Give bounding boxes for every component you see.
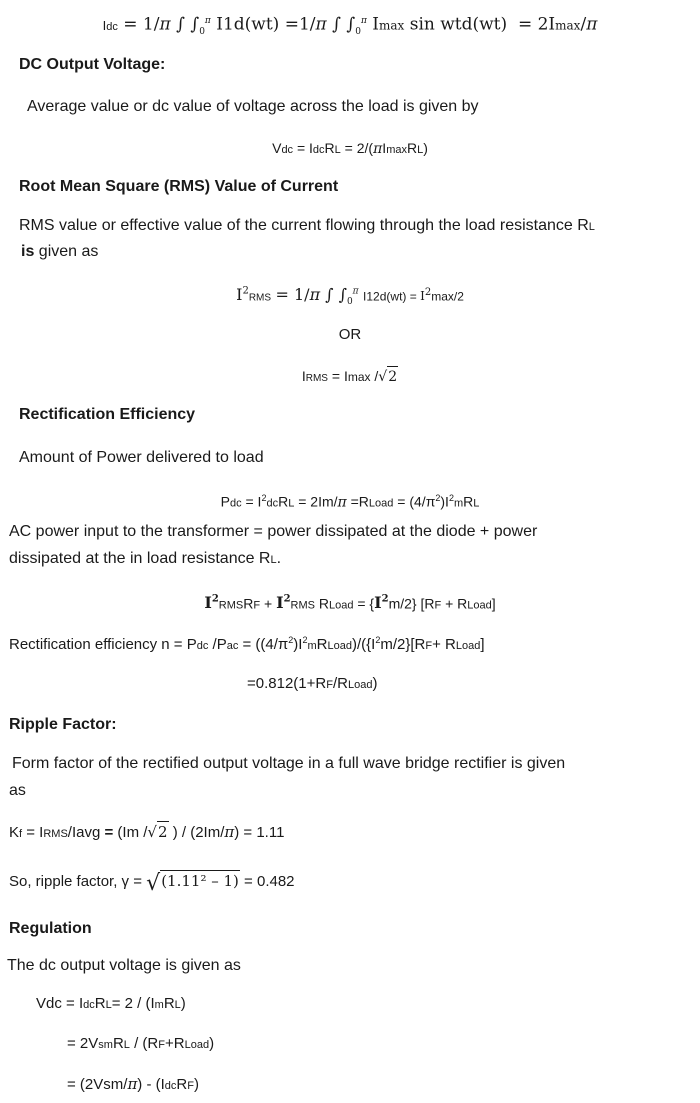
- equation-vdc: Vdc = IdcRL = 2/(πImaxRL): [272, 140, 428, 157]
- paragraph-rms-line1: RMS value or effective value of the current flowing through the load resistance RL: [19, 217, 595, 234]
- text-or: OR: [338, 326, 362, 343]
- heading-rectification-efficiency: Rectification Efficiency: [19, 406, 196, 423]
- equation-regulation-3: = (2Vsm/π) - (IdcRF): [67, 1075, 199, 1093]
- equation-idc: Idc = 1/π ∫ $\int_0^\pi$ I1d(wt) =1/π ∫ $\int_0^\pi$ Imax sin wtd(wt) = 2Imax/π: [102, 14, 598, 38]
- paragraph-power-delivered: Amount of Power delivered to load: [19, 449, 264, 466]
- equation-irms: IRMS = Imax /√2: [301, 368, 398, 385]
- paragraph-form-factor-line2: as: [9, 782, 26, 799]
- equation-regulation-2: = 2VsmRL / (RF+RLoad): [67, 1035, 215, 1052]
- equation-efficiency: Rectification efficiency n = Pdc $/Pac = ((4/\pi^2)I^2mRLoad)/(\{I^2m/2\}[RF+$ RLoad]: [9, 635, 485, 653]
- paragraph-dc-output: The dc output voltage is given as: [7, 957, 241, 974]
- heading-dc-output-voltage: DC Output Voltage:: [19, 56, 166, 73]
- equation-pdc: Pdc = $I^2dcRL = 2Im/\pi$ =RLoad = $(4/\pi^2)I^2mRL$: [220, 493, 480, 511]
- paragraph-ac-power-line2: dissipated at the in load resistance RL.: [9, 550, 282, 567]
- equation-regulation-1: Vdc = IdcRL= 2 / (ImRL): [36, 995, 186, 1012]
- heading-regulation: Regulation: [9, 920, 92, 937]
- paragraph-form-factor-line1: Form factor of the rectified output voltage in a full wave bridge rectifier is given: [12, 755, 566, 772]
- equation-ripple-gamma: So, ripple factor, γ = √(1.11² – 1) = 0.482: [9, 871, 295, 896]
- paragraph-rms-line2: is given as: [21, 243, 99, 260]
- paragraph-ac-power-line1: AC power input to the transformer = power dissipated at the diode + power: [9, 523, 538, 540]
- equation-pac: $I^2RMSRF + I^2RMS$ RLoad = $\{I^2m/2\} [RF$ + RLoad]: [204, 593, 496, 613]
- paragraph-average-value: Average value or dc value of voltage across the load is given by: [27, 98, 479, 115]
- heading-ripple-factor: Ripple Factor:: [9, 716, 117, 733]
- equation-irms-squared: $I^2RMS = 1/\pi$ ∫ $\int_0^\pi$ $I12d(wt) = I^2\max/2$: [236, 285, 464, 308]
- heading-rms-current: Root Mean Square (RMS) Value of Current: [19, 178, 339, 195]
- equation-kf: Kf = IRMS/Iavg = (Im /√2 ) / (2Im/π) = 1.11: [9, 823, 285, 841]
- equation-efficiency-value: =0.812(1+RF/RLoad): [247, 675, 378, 692]
